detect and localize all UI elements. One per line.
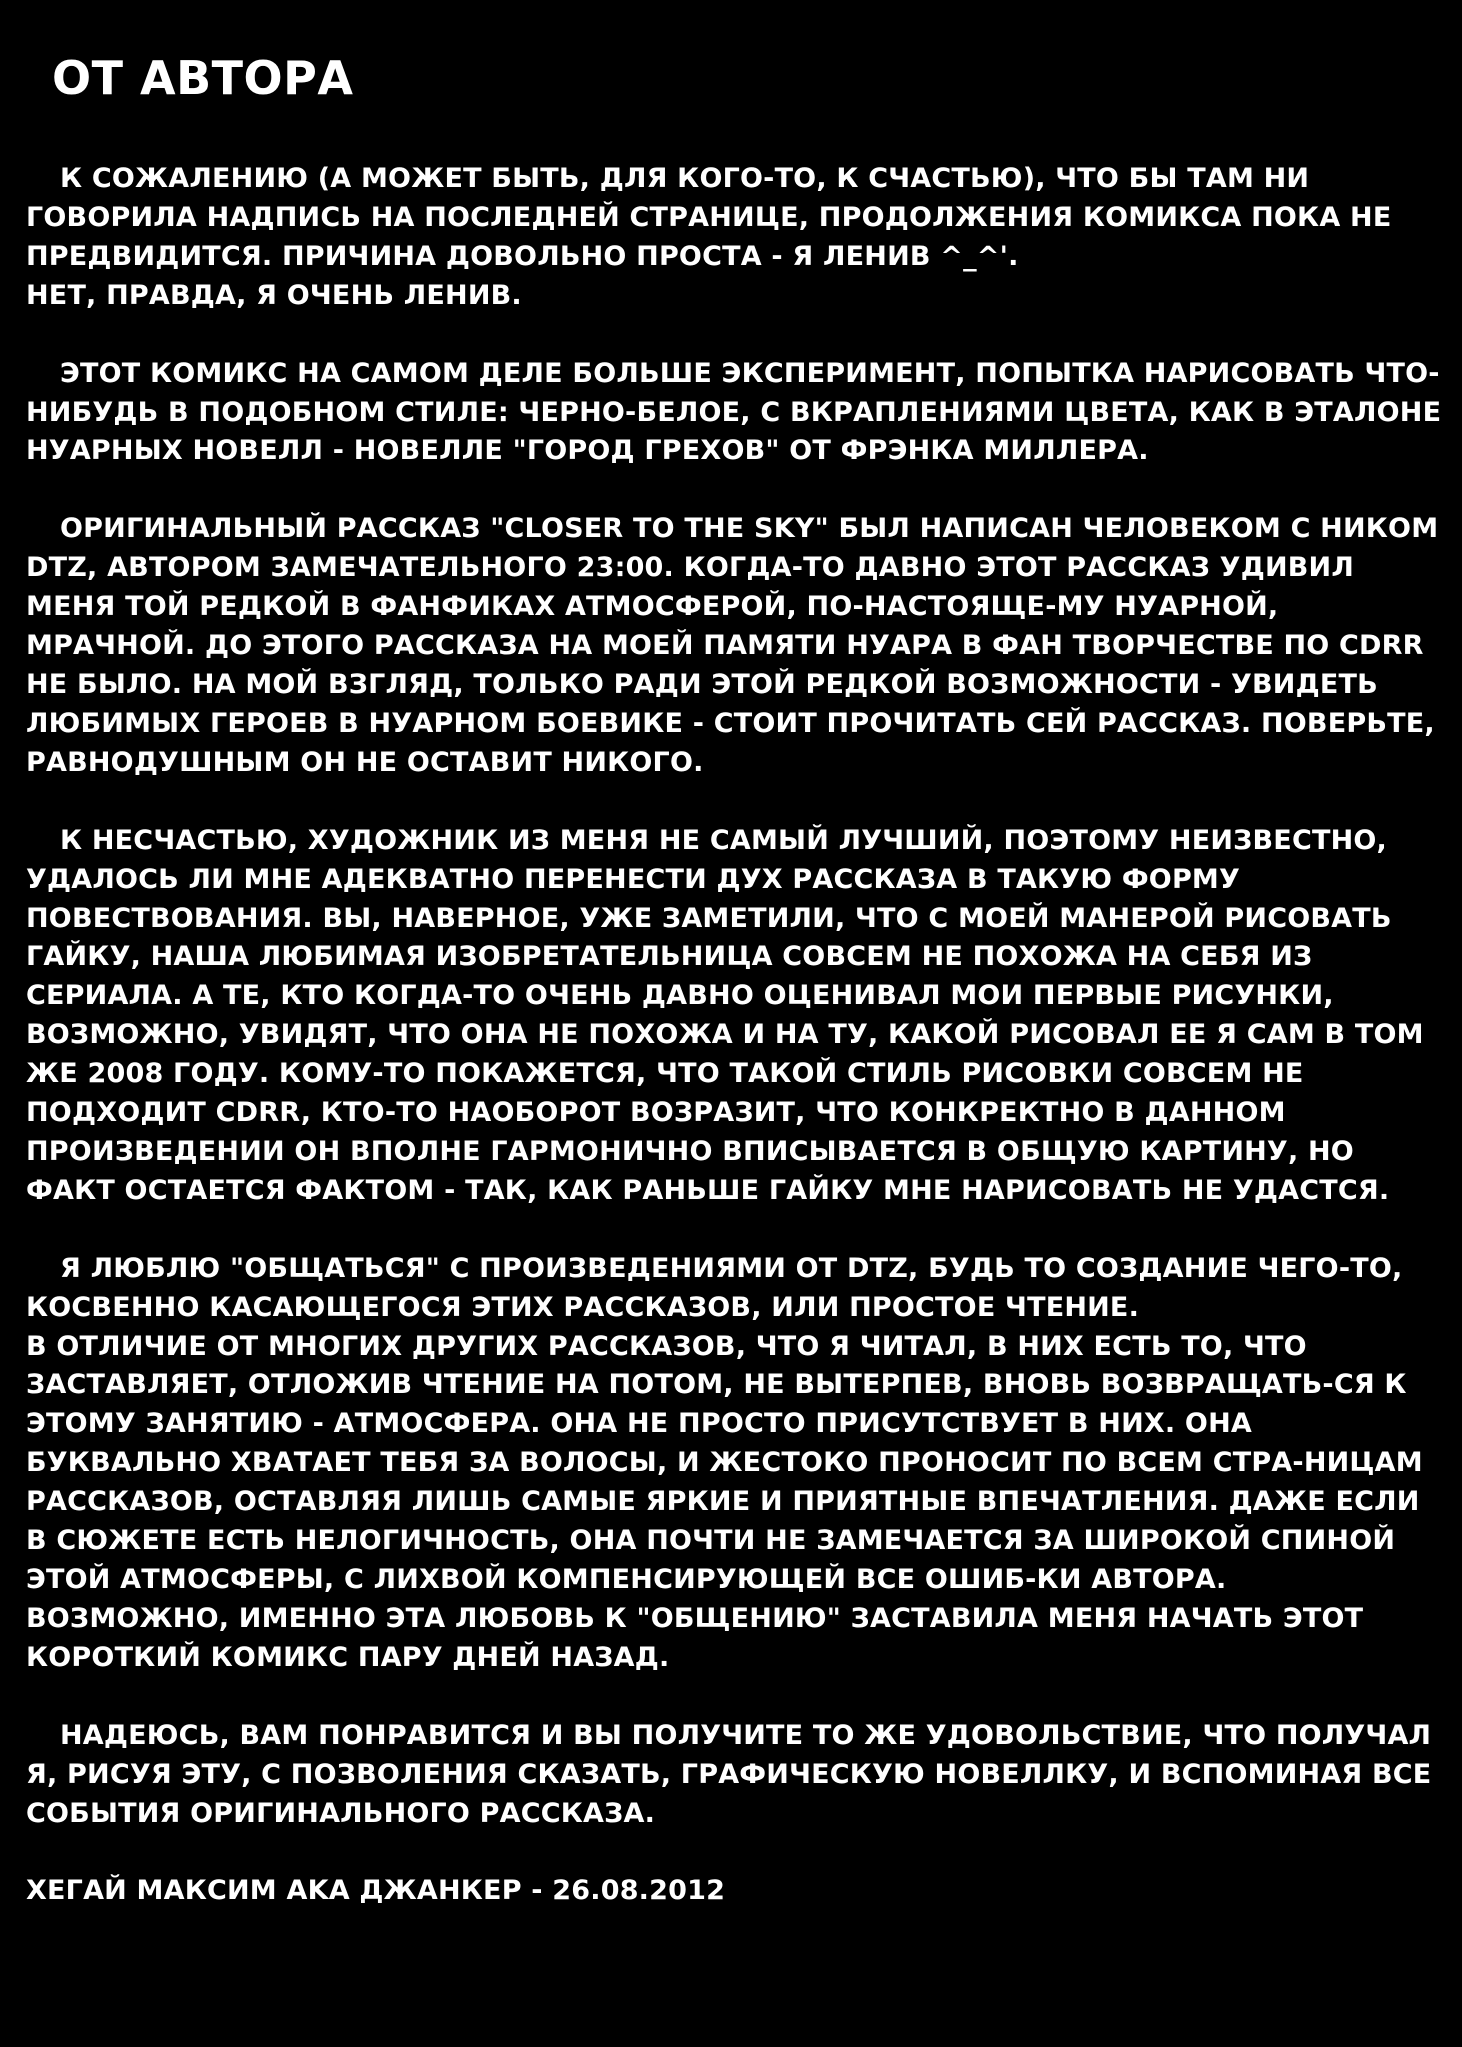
author-signature: ХЕГАЙ МАКСИМ AKA ДЖАНКЕР - 26.08.2012 [26, 1875, 726, 1907]
paragraph-closing: НАДЕЮСЬ, ВАМ ПОНРАВИТСЯ И ВЫ ПОЛУЧИТЕ ТО ЖЕ УДОВОЛЬСТВИЕ, ЧТО ПОЛУЧАЛ Я, РИСУЯ ЭТУ, С ПОЗВОЛЕНИЯ СКАЗАТЬ, ГРАФИЧЕСКУЮ НОВЕЛЛКУ, И ВСПОМИНАЯ ВСЕ СОБЫТИЯ ОРИГИНАЛЬНОГО РАССКАЗА. [26, 1719, 1432, 1829]
paragraph-5: Я ЛЮБЛЮ "ОБЩАТЬСЯ" С ПРОИЗВЕДЕНИЯМИ ОТ DTZ, БУДЬ ТО СОЗДАНИЕ ЧЕГО-ТО, КОСВЕННО КАСАЮЩЕГОСЯ ЭТИХ РАССКАЗОВ, ИЛИ ПРОСТОЕ ЧТЕНИЕ. В ОТЛИЧИЕ ОТ МНОГИХ ДРУГИХ РАССКАЗОВ, ЧТО Я ЧИТАЛ, В НИХ ЕСТЬ ТО, ЧТО ЗАСТАВЛЯЕТ, ОТЛОЖИВ ЧТЕНИЕ НА ПОТОМ, НЕ ВЫТЕРПЕВ, ВНОВЬ ВОЗВРАЩАТЬ-СЯ К ЭТОМУ ЗАНЯТИЮ - АТМОСФЕРА. ОНА НЕ ПРОСТО ПРИСУТСТВУЕТ В НИХ. ОНА БУКВАЛЬНО ХВАТАЕТ ТЕБЯ ЗА ВОЛОСЫ, И ЖЕСТОКО ПРОНОСИТ ПО ВСЕМ СТРА-НИЦАМ РАССКАЗОВ, ОСТАВЛЯЯ ЛИШЬ САМЫЕ ЯРКИЕ И ПРИЯТНЫЕ ВПЕЧАТЛЕНИЯ. ДАЖЕ ЕСЛИ В СЮЖЕТЕ ЕСТЬ НЕЛОГИЧНОСТЬ, ОНА ПОЧТИ НЕ ЗАМЕЧАЕТСЯ ЗА ШИРОКОЙ СПИНОЙ ЭТОЙ АТМОСФЕРЫ, С ЛИХВОЙ КОМПЕНСИРУЮЩЕЙ ВСЕ ОШИБ-КИ АВТОРА. [26, 1252, 1423, 1595]
author-note-body [26, 160, 1446, 1911]
page-title: ОТ АВТОРА [52, 51, 354, 105]
paragraph-4: К НЕСЧАСТЬЮ, ХУДОЖНИК ИЗ МЕНЯ НЕ САМЫЙ ЛУЧШИЙ, ПОЭТОМУ НЕИЗВЕСТНО, УДАЛОСЬ ЛИ МНЕ АДЕКВАТНО ПЕРЕНЕСТИ ДУХ РАССКАЗА В ТАКУЮ ФОРМУ ПОВЕСТВОВАНИЯ. ВЫ, НАВЕРНОЕ, УЖЕ ЗАМЕТИЛИ, ЧТО С МОЕЙ МАНЕРОЙ РИСОВАТЬ ГАЙКУ, НАША ЛЮБИМАЯ ИЗОБРЕТАТЕЛЬНИЦА СОВСЕМ НЕ ПОХОЖА НА СЕБЯ ИЗ СЕРИАЛА. А ТЕ, КТО КОГДА-ТО ОЧЕНЬ ДАВНО ОЦЕНИВАЛ МОИ ПЕРВЫЕ РИСУНКИ, ВОЗМОЖНО, УВИДЯТ, ЧТО ОНА НЕ ПОХОЖА И НА ТУ, КАКОЙ РИСОВАЛ ЕЕ Я САМ В ТОМ ЖЕ 2008 ГОДУ. КОМУ-ТО ПОКАЖЕТСЯ, ЧТО ТАКОЙ СТИЛЬ РИСОВКИ СОВСЕМ НЕ ПОДХОДИТ CDRR, КТО-ТО НАОБОРОТ ВОЗРАЗИТ, ЧТО КОНКРЕКТНО В ДАННОМ ПРОИЗВЕДЕНИИ ОН ВПОЛНЕ ГАРМОНИЧНО ВПИСЫВАЕТСЯ В ОБЩУЮ КАРТИНУ, НО ФАКТ ОСТАЕТСЯ ФАКТОМ - ТАК, КАК РАНЬШЕ ГАЙКУ МНЕ НАРИСОВАТЬ НЕ УДАСТСЯ. [26, 824, 1424, 1206]
paragraph-1: К СОЖАЛЕНИЮ (А МОЖЕТ БЫТЬ, ДЛЯ КОГО-ТО, К СЧАСТЬЮ), ЧТО БЫ ТАМ НИ ГОВОРИЛА НАДПИСЬ НА ПОСЛЕДНЕЙ СТРАНИЦЕ, ПРОДОЛЖЕНИЯ КОМИКСА ПОКА НЕ ПРЕДВИДИТСЯ. ПРИЧИНА ДОВОЛЬНО ПРОСТА - Я ЛЕНИВ ^_^'. НЕТ, ПРАВДА, Я ОЧЕНЬ ЛЕНИВ. [26, 163, 1392, 311]
paragraph-2: ЭТОТ КОМИКС НА САМОМ ДЕЛЕ БОЛЬШЕ ЭКСПЕРИМЕНТ, ПОПЫТКА НАРИСОВАТЬ ЧТО-НИБУДЬ В ПОДОБНОМ СТИЛЕ: ЧЕРНО-БЕЛОЕ, С ВКРАПЛЕНИЯМИ ЦВЕТА, КАК В ЭТАЛОНЕ НУАРНЫХ НОВЕЛЛ - НОВЕЛЛЕ "ГОРОД ГРЕХОВ" ОТ ФРЭНКА МИЛЛЕРА. [26, 357, 1442, 467]
paragraph-6: ВОЗМОЖНО, ИМЕННО ЭТА ЛЮБОВЬ К "ОБЩЕНИЮ" ЗАСТАВИЛА МЕНЯ НАЧАТЬ ЭТОТ КОРОТКИЙ КОМИКС ПАРУ ДНЕЙ НАЗАД. [26, 1602, 1364, 1673]
paragraph-3: ОРИГИНАЛЬНЫЙ РАССКАЗ "CLOSER TO THE SKY" БЫЛ НАПИСАН ЧЕЛОВЕКОМ С НИКОМ DTZ, АВТОРОМ ЗАМЕЧАТЕЛЬНОГО 23:00. КОГДА-ТО ДАВНО ЭТОТ РАССКАЗ УДИВИЛ МЕНЯ ТОЙ РЕДКОЙ В ФАНФИКАХ АТМОСФЕРОЙ, ПО-НАСТОЯЩЕ-МУ НУАРНОЙ, МРАЧНОЙ. ДО ЭТОГО РАССКАЗА НА МОЕЙ ПАМЯТИ НУАРА В ФАН ТВОРЧЕСТВЕ ПО CDRR НЕ БЫЛО. НА МОЙ ВЗГЛЯД, ТОЛЬКО РАДИ ЭТОЙ РЕДКОЙ ВОЗМОЖНОСТИ - УВИДЕТЬ ЛЮБИМЫХ ГЕРОЕВ В НУАРНОМ БОЕВИКЕ - СТОИТ ПРОЧИТАТЬ СЕЙ РАССКАЗ. ПОВЕРЬТЕ, РАВНОДУШНЫМ ОН НЕ ОСТАВИТ НИКОГО. [26, 513, 1439, 778]
